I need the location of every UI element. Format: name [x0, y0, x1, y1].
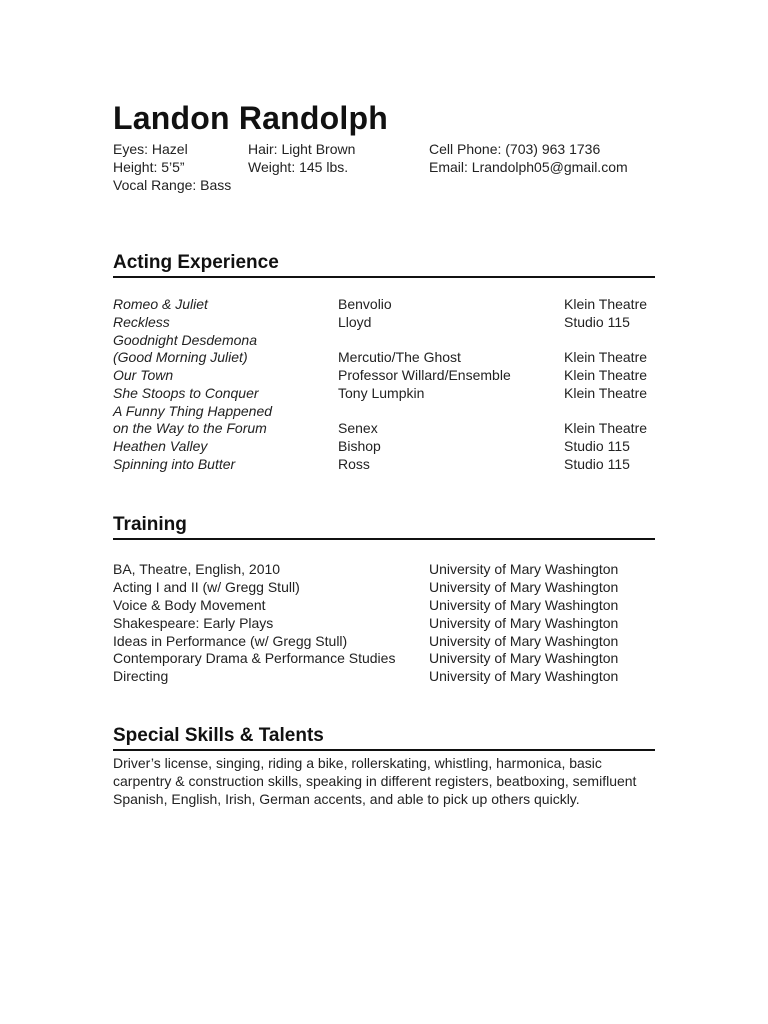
venue: Klein Theatre [564, 349, 648, 366]
acting-row [113, 367, 655, 385]
course: BA, Theatre, English, 2010 [113, 561, 281, 577]
show-title-line: She Stoops to Conquer [113, 384, 259, 401]
show-title-line: Spinning into Butter [113, 455, 236, 472]
show-title-line: Heathen Valley [113, 438, 208, 454]
training-row [113, 650, 655, 668]
show-title [113, 314, 338, 332]
eyes-info: Eyes: Hazel [113, 141, 188, 157]
role: Tony Lumpkin [338, 384, 425, 401]
venue: Studio 115 [564, 313, 630, 330]
show-title-line: Goodnight Desdemona [113, 331, 257, 348]
show-title-line: Romeo & Juliet [113, 296, 208, 312]
role: Professor Willard/Ensemble [338, 367, 511, 383]
actor-name: Landon Randolph [113, 100, 388, 136]
course: Ideas in Performance (w/ Gregg Stull) [113, 632, 348, 649]
acting-row [113, 332, 655, 368]
show-title [113, 385, 338, 403]
acting-row [113, 314, 655, 332]
venue: Klein Theatre [564, 384, 648, 401]
show-title-line: A Funny Thing Happened [113, 402, 273, 419]
role: Benvolio [338, 296, 392, 312]
acting-row [113, 296, 655, 314]
height-info: Height: 5’5” [113, 159, 185, 175]
special-skills-heading: Special Skills & Talents [113, 725, 655, 751]
school: University of Mary Washington [429, 561, 619, 577]
training-row [113, 668, 655, 686]
hair-info: Hair: Light Brown [248, 141, 356, 157]
show-title [113, 296, 338, 314]
course: Shakespeare: Early Plays [113, 614, 274, 631]
show-title [113, 438, 338, 456]
course: Directing [113, 668, 169, 685]
acting-experience-heading: Acting Experience [113, 252, 655, 278]
role: Senex [338, 420, 378, 437]
school: University of Mary Washington [429, 668, 619, 685]
venue: Studio 115 [564, 438, 630, 454]
course: Voice & Body Movement [113, 596, 266, 613]
special-skills-text: Driver’s license, singing, riding a bike, rollerskating, whistling, harmonica, basic carpentry & construction skills, speaking in different registers, beatboxing, semifluent Spanish, English, Irish, German accents, and able to pick up others quickly. [113, 755, 637, 807]
venue: Klein Theatre [564, 420, 648, 437]
email-info: Email: Lrandolph05@gmail.com [429, 159, 628, 175]
school: University of Mary Washington [429, 596, 619, 613]
acting-row [113, 438, 655, 456]
training-heading: Training [113, 514, 655, 540]
training-table [113, 561, 655, 686]
personal-info [113, 140, 655, 194]
cell-phone-info: Cell Phone: (703) 963 1736 [429, 141, 601, 157]
show-title-line: (Good Morning Juliet) [113, 349, 248, 366]
school: University of Mary Washington [429, 632, 619, 649]
training-row [113, 615, 655, 633]
show-title-line: Reckless [113, 313, 170, 330]
show-title [113, 367, 338, 385]
training-row [113, 633, 655, 651]
show-title-line: Our Town [113, 367, 174, 383]
show-title [113, 332, 338, 368]
training-row [113, 579, 655, 597]
training-row [113, 597, 655, 615]
acting-experience-table [113, 296, 655, 474]
weight-info: Weight: 145 lbs. [248, 159, 349, 175]
role: Lloyd [338, 313, 372, 330]
venue: Klein Theatre [564, 296, 648, 312]
role: Mercutio/The Ghost [338, 349, 461, 366]
vocal-range-info: Vocal Range: Bass [113, 177, 232, 193]
role: Bishop [338, 438, 381, 454]
acting-row [113, 456, 655, 474]
show-title-line: on the Way to the Forum [113, 420, 267, 437]
course: Contemporary Drama & Performance Studies [113, 650, 396, 667]
role: Ross [338, 455, 370, 472]
school: University of Mary Washington [429, 578, 619, 595]
show-title [113, 456, 338, 474]
school: University of Mary Washington [429, 650, 619, 667]
venue: Studio 115 [564, 455, 630, 472]
venue: Klein Theatre [564, 367, 648, 383]
course: Acting I and II (w/ Gregg Stull) [113, 578, 300, 595]
acting-row [113, 385, 655, 403]
acting-row [113, 403, 655, 439]
show-title [113, 403, 338, 439]
school: University of Mary Washington [429, 614, 619, 631]
training-row [113, 561, 655, 579]
